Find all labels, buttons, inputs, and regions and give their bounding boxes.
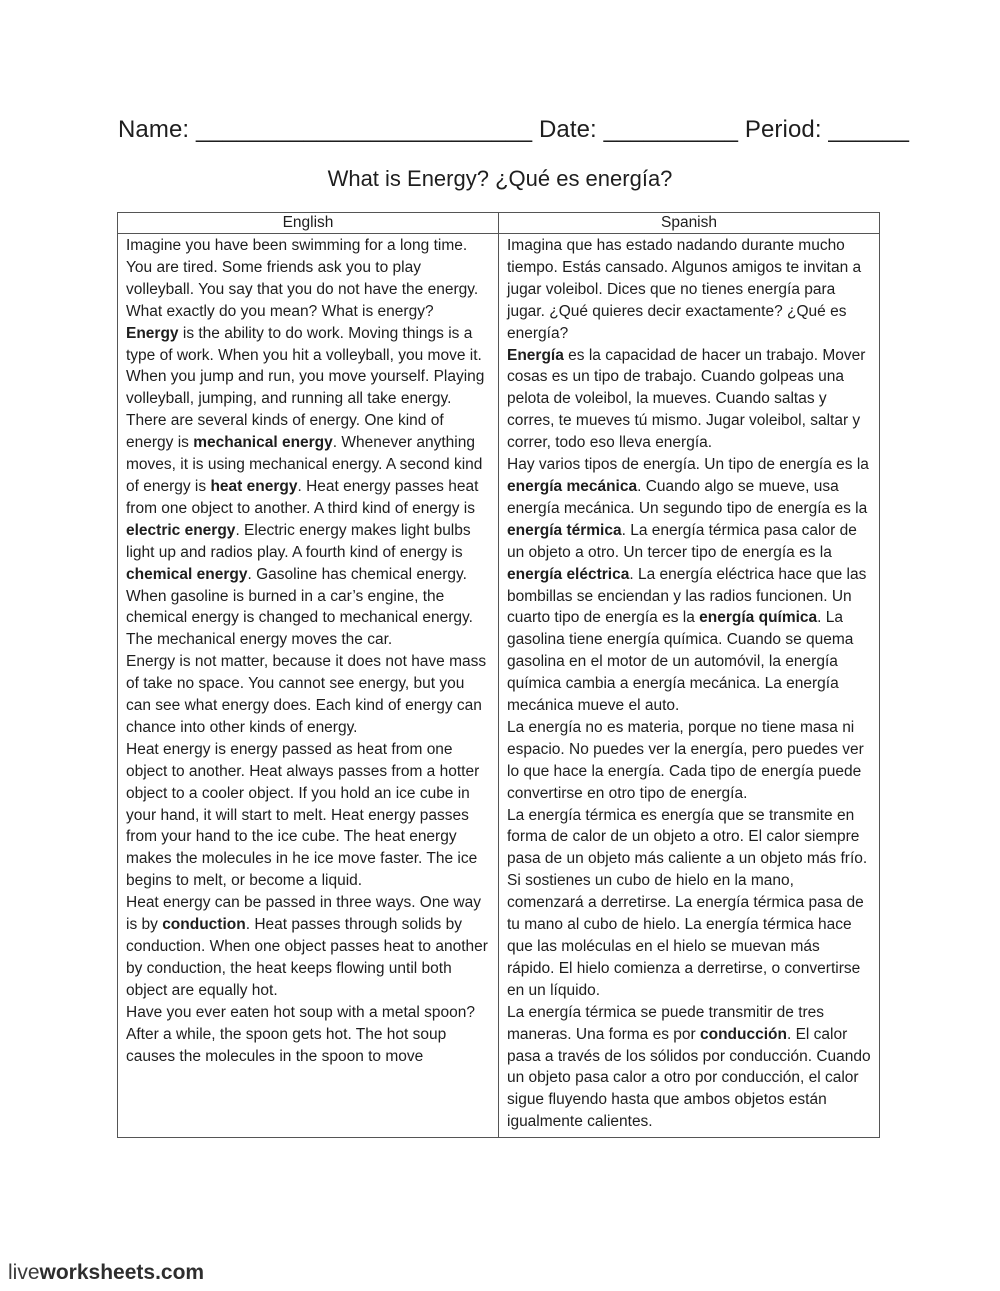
- english-paragraph-2: [126, 323, 490, 411]
- column-header-english: English: [118, 213, 499, 234]
- term-energy: Energy: [126, 324, 179, 342]
- spanish-column: [499, 234, 880, 1138]
- english-column: [118, 234, 499, 1138]
- text-span: Hay varios tipos de energía. Un tipo de energía es la: [507, 456, 869, 474]
- spanish-paragraph-2-text: es la capacidad de hacer un trabajo. Mover cosas es un tipo de trabajo. Cuando golpeas una pelota de voleibol, la mueves. Cuando saltas y corres, te mueves tú mismo. Jugar voleibol, saltar y correr, todo eso lleva energía.: [507, 346, 866, 452]
- spanish-paragraph-3: [507, 454, 871, 717]
- english-paragraph-7: Have you ever eaten hot soup with a metal spoon? After a while, the spoon gets hot. The hot soup causes the molecules in the spoon to move: [126, 1003, 475, 1065]
- term-energia-termica: energía térmica: [507, 521, 622, 539]
- page-title: What is Energy? ¿Qué es energía?: [327, 166, 673, 191]
- term-energia: Energía: [507, 346, 564, 364]
- text-span: . Cuando algo se mueve, usa energía mecánica. Un segundo tipo de energía es la: [507, 477, 868, 517]
- text-span: . Heat energy passes heat from one object to another. A third kind of energy is: [126, 477, 479, 517]
- term-energia-electrica: energía eléctrica: [507, 565, 630, 583]
- term-conduction: conduction: [162, 916, 246, 934]
- english-paragraph-1: Imagine you have been swimming for a long time. You are tired. Some friends ask you to play volleyball. You say that you do not have the energy. What exactly do you mean? What is energy?: [126, 237, 479, 320]
- text-span: La energía térmica se puede transmitir de tres maneras. Una forma es por: [507, 1003, 825, 1043]
- logo-text-tld: .com: [155, 1261, 205, 1284]
- student-info-line: [118, 116, 909, 144]
- table-row: [118, 234, 880, 1138]
- text-span: . Heat passes through solids by conduction. When one object passes heat to another by conduction, the heat keeps flowing until both object are equally hot.: [126, 916, 488, 999]
- spanish-paragraph-6: [507, 1002, 871, 1133]
- date-label: Date:: [538, 116, 597, 143]
- term-energia-mecanica: energía mecánica: [507, 477, 638, 495]
- spanish-paragraph-4: La energía no es materia, porque no tiene masa ni espacio. No puedes ver la energía, pero puedes ver lo que hace la energía. Cada tipo de energía puede convertirse en otro tipo de energía.: [507, 718, 864, 802]
- text-span: . Electric energy makes light bulbs light up and radios play. A fourth kind of energy is: [126, 521, 471, 561]
- english-paragraph-2-text: is the ability to do work. Moving things is a type of work. When you hit a volleyball, you move it. When you jump and run, you move yourself. Playing volleyball, jumping, and running all take energy.: [126, 324, 485, 408]
- bilingual-table: [117, 212, 880, 1138]
- text-span: . La energía térmica pasa calor de un objeto a otro. Un tercer tipo de energía es la: [507, 521, 857, 561]
- date-blank: __________: [603, 116, 739, 143]
- spanish-paragraph-2: [507, 345, 871, 455]
- term-chemical-energy: chemical energy: [126, 565, 248, 583]
- name-blank: _________________________: [195, 116, 533, 143]
- spanish-paragraph-1: Imagina que has estado nadando durante mucho tiempo. Estás cansado. Algunos amigos te invitan a jugar voleibol. Dices que no tienes energía para jugar. ¿Qué quieres decir exactamente? ¿Qué es energía?: [507, 237, 862, 342]
- term-heat-energy: heat energy: [210, 477, 298, 495]
- text-span: Heat energy can be passed in three ways. One way is by: [126, 894, 481, 934]
- text-span: . Gasoline has chemical energy. When gasoline is burned in a car’s engine, the chemical energy is changed to mechanical energy. The mechanical energy moves the car.: [126, 565, 473, 649]
- text-span: . La gasolina tiene energía química. Cuando se quema gasolina en el motor de un automóvil, la energía química cambia a energía mecánica. La energía mecánica mueve el auto.: [507, 609, 854, 715]
- term-conduccion: conducción: [699, 1025, 787, 1043]
- text-span: . Whenever anything moves, it is using mechanical energy. A second kind of energy is: [126, 434, 483, 495]
- term-electric-energy: electric energy: [126, 521, 236, 539]
- english-paragraph-6: [126, 892, 490, 1002]
- text-span: There are several kinds of energy. One kind of energy is: [126, 412, 444, 452]
- english-paragraph-4: Energy is not matter, because it does not have mass of take no space. You cannot see energy, but you can see what energy does. Each kind of energy can chance into other kinds of energy.: [126, 653, 487, 736]
- logo-text-light: live: [8, 1261, 40, 1284]
- spanish-paragraph-5: La energía térmica es energía que se transmite en forma de calor de un objeto a otro. El calor siempre pasa de un objeto más caliente a un objeto más frío. Si sostienes un cubo de hielo en la mano, comenzará a derretirse. La energía térmica pasa de tu mano al cubo de hielo. La energía térmica hace que las moléculas en el hielo se muevan más rápido. El hielo comienza a derretirse, o convertirse en un líquido.: [507, 806, 868, 999]
- liveworksheets-logo: [8, 1261, 204, 1285]
- term-energia-quimica: energía química: [699, 609, 818, 627]
- english-paragraph-5: Heat energy is energy passed as heat from one object to another. Heat always passes from a hotter object to a cooler object. If you hold an ice cube in your hand, it will start to melt. Heat energy passes from your hand to the ice cube. The heat energy makes the molecules in he ice move faster. The ice begins to melt, or become a liquid.: [126, 740, 480, 890]
- logo-text-bold: worksheets: [39, 1261, 156, 1284]
- term-mechanical-energy: mechanical energy: [193, 434, 333, 452]
- name-label: Name:: [118, 116, 190, 143]
- text-span: . El calor pasa a través de los sólidos por conducción. Cuando un objeto pasa calor a otro por conducción, el calor sigue fluyendo hasta que ambos objetos están igualmente calientes.: [507, 1025, 871, 1131]
- table-header-row: [118, 213, 880, 234]
- text-span: . La energía eléctrica hace que las bombillas se enciendan y las radios funcionen. Un cuarto tipo de energía es la: [507, 565, 867, 627]
- english-paragraph-3: [126, 410, 490, 651]
- period-label: Period:: [744, 116, 822, 143]
- column-header-spanish: Spanish: [499, 213, 880, 234]
- period-blank: ______: [828, 116, 910, 143]
